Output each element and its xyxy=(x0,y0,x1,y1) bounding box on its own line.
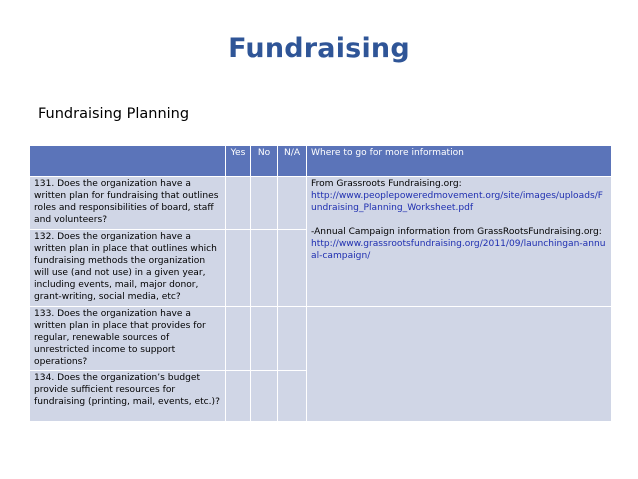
header-question xyxy=(30,146,226,177)
info-source-2-link[interactable]: http://www.grassrootsfundraising.org/2011/09/launchingan-annual-campaign/ xyxy=(311,239,606,261)
info-source-1-link[interactable]: http://www.peoplepoweredmovement.org/site/images/uploads/Fundraising_Planning_Worksheet.pdf xyxy=(311,191,603,213)
table-row xyxy=(30,307,612,371)
question-cell: 133. Does the organization have a written plan in place that provides for regular, renewable sources of unrestricted income to support operations? xyxy=(30,307,226,371)
yes-cell[interactable] xyxy=(226,371,251,422)
no-cell[interactable] xyxy=(251,371,278,422)
header-info: Where to go for more information xyxy=(307,146,612,177)
info-cell-empty xyxy=(307,307,612,422)
header-na: N/A xyxy=(278,146,307,177)
info-cell xyxy=(307,177,612,307)
fundraising-checklist-table xyxy=(29,145,612,422)
header-yes: Yes xyxy=(226,146,251,177)
na-cell[interactable] xyxy=(278,371,307,422)
table-row xyxy=(30,177,612,230)
yes-cell[interactable] xyxy=(226,230,251,307)
na-cell[interactable] xyxy=(278,230,307,307)
question-cell: 134. Does the organization’s budget provide sufficient resources for fundraising (printing, mail, events, etc.)? xyxy=(30,371,226,422)
slide-title: Fundraising xyxy=(228,33,410,64)
yes-cell[interactable] xyxy=(226,177,251,230)
table-header-row xyxy=(30,146,612,177)
no-cell[interactable] xyxy=(251,230,278,307)
na-cell[interactable] xyxy=(278,177,307,230)
na-cell[interactable] xyxy=(278,307,307,371)
no-cell[interactable] xyxy=(251,177,278,230)
yes-cell[interactable] xyxy=(226,307,251,371)
info-source-1-label: From Grassroots Fundraising.org: xyxy=(311,179,462,189)
header-no: No xyxy=(251,146,278,177)
question-cell: 132. Does the organization have a written plan in place that outlines which fundraising methods the organization will use (and not use) in a given year, including events, mail, major donor, grant-writing, social media, etc? xyxy=(30,230,226,307)
no-cell[interactable] xyxy=(251,307,278,371)
section-subtitle: Fundraising Planning xyxy=(38,106,190,122)
question-cell: 131. Does the organization have a written plan for fundraising that outlines roles and responsibilities of board, staff and volunteers? xyxy=(30,177,226,230)
info-source-2-label: -Annual Campaign information from GrassRootsFundraising.org: xyxy=(311,227,602,237)
